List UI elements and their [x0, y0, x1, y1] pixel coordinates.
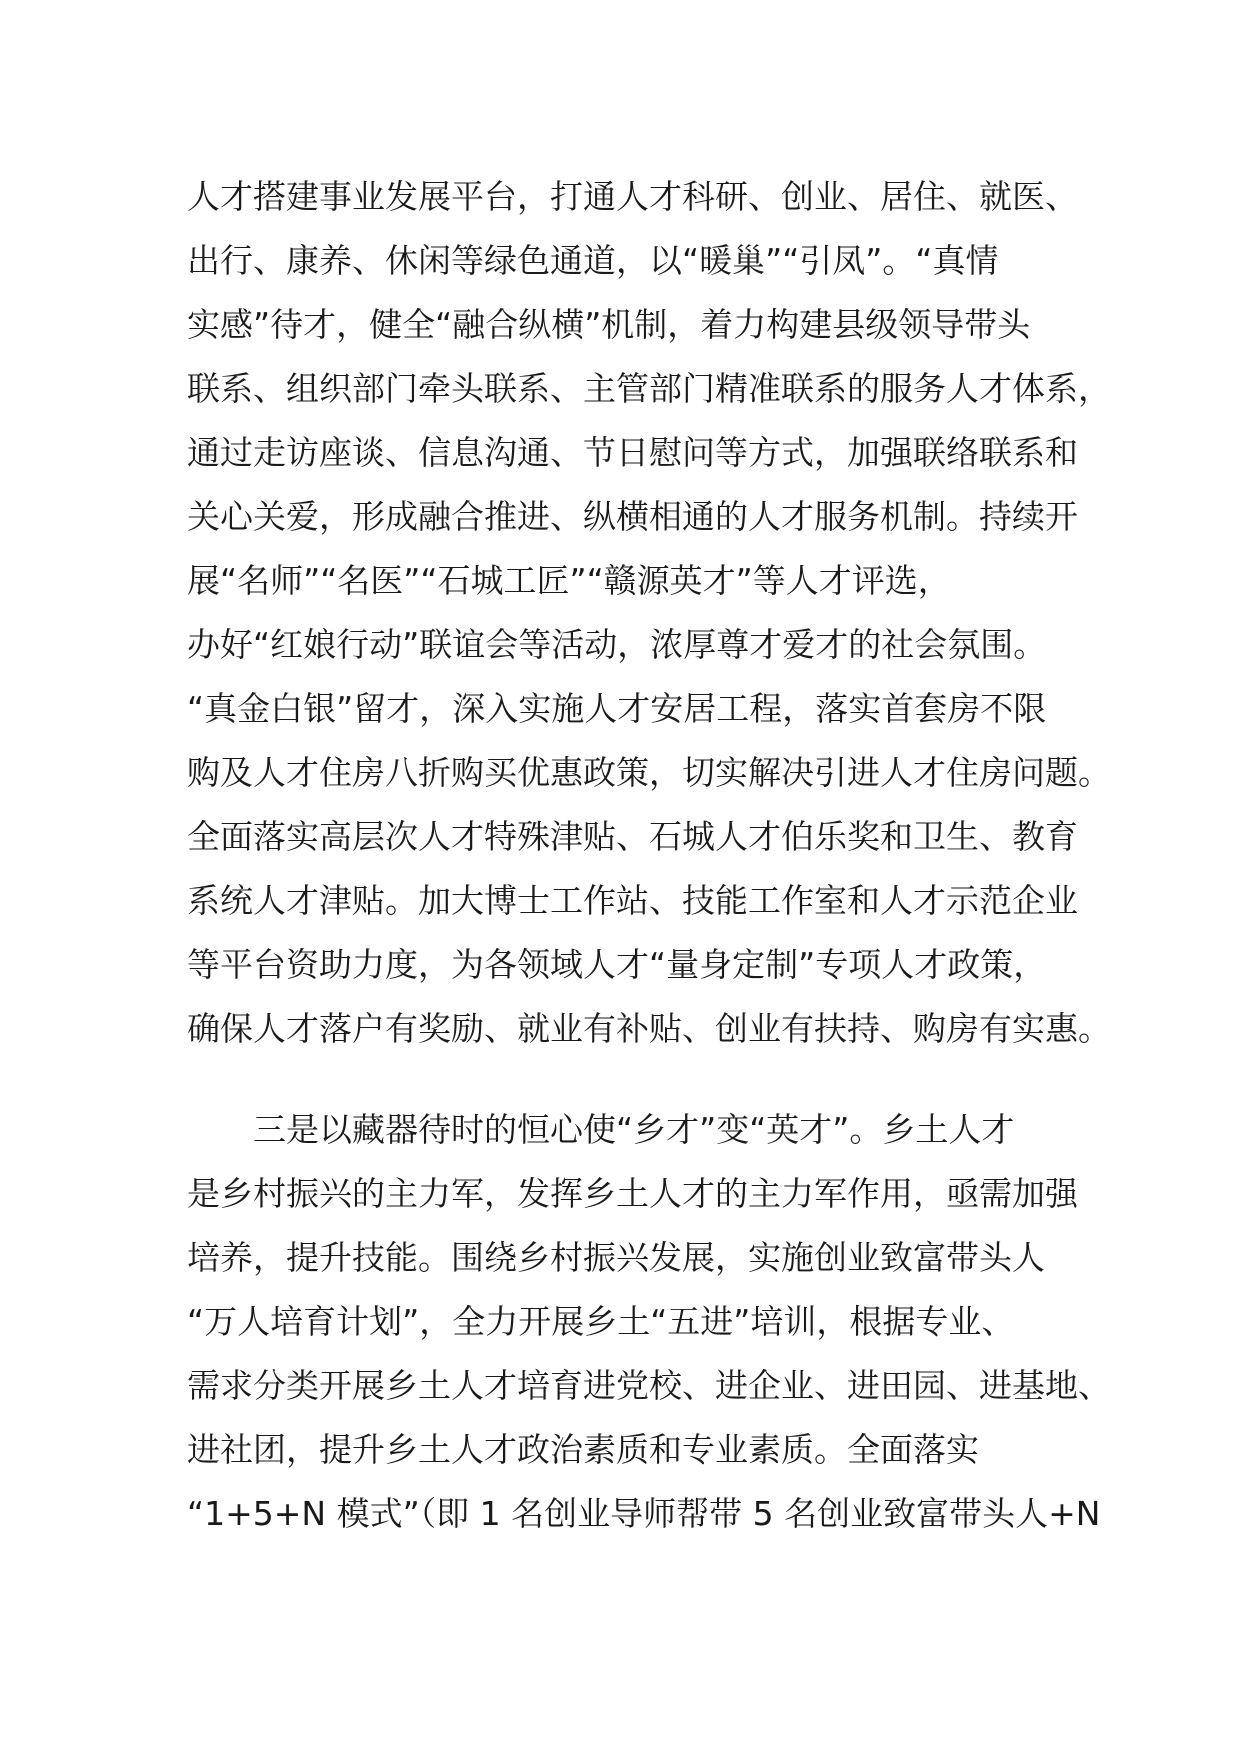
text-line: 实感”待才，健全“融合纵横”机制，着力构建县级领导带头 [187, 305, 1031, 344]
text-line: 等平台资助力度，为各领域人才“量身定制”专项人才政策， [187, 945, 1047, 984]
text-line: “万人培育计划”，全力开展乡土“五进”培训，根据专业、 [187, 1302, 1015, 1341]
text-line: 确保人才落户有奖励、就业有补贴、创业有扶持、购房有实惠。 [187, 1009, 1111, 1048]
text-line: 培养，提升技能。围绕乡村振兴发展，实施创业致富带头人 [187, 1238, 1045, 1277]
text-line: 出行、康养、休闲等绿色通道，以“暖巢”“引凤”。“真情 [187, 241, 999, 280]
text-line: “真金白银”留才，深入实施人才安居工程，落实首套房不限 [187, 689, 1047, 728]
text-line: 购及人才住房八折购买优惠政策，切实解决引进人才住房问题。 [187, 753, 1111, 792]
text-line: 是乡村振兴的主力军，发挥乡土人才的主力军作用，亟需加强 [187, 1174, 1078, 1213]
text-line: “1+5+N 模式”（即 1 名创业导师帮带 5 名创业致富带头人+N [187, 1494, 1101, 1533]
paragraph-rural-talent [187, 1098, 1111, 1546]
text-line: 展“名师”“名医”“石城工匠”“赣源英才”等人才评选， [187, 561, 951, 600]
text-line: 三是以藏器待时的恒心使“乡才”变“英才”。乡土人才 [187, 1110, 1015, 1149]
text-line: 联系、组织部门牵头联系、主管部门精准联系的服务人才体系， [187, 369, 1111, 408]
text-line: 系统人才津贴。加大博士工作站、技能工作室和人才示范企业 [187, 881, 1078, 920]
text-line: 办好“红娘行动”联谊会等活动，浓厚尊才爱才的社会氛围。 [187, 625, 1047, 664]
text-line: 进社团，提升乡土人才政治素质和专业素质。全面落实 [187, 1430, 979, 1469]
text-line: 人才搭建事业发展平台，打通人才科研、创业、居住、就医、 [187, 177, 1078, 216]
paragraph-talent-services [187, 165, 1111, 1061]
text-line: 关心关爱，形成融合推进、纵横相通的人才服务机制。持续开 [187, 497, 1078, 536]
text-line: 需求分类开展乡土人才培育进党校、进企业、进田园、进基地、 [187, 1366, 1111, 1405]
text-line: 全面落实高层次人才特殊津贴、石城人才伯乐奖和卫生、教育 [187, 817, 1078, 856]
text-line: 通过走访座谈、信息沟通、节日慰问等方式，加强联络联系和 [187, 433, 1078, 472]
